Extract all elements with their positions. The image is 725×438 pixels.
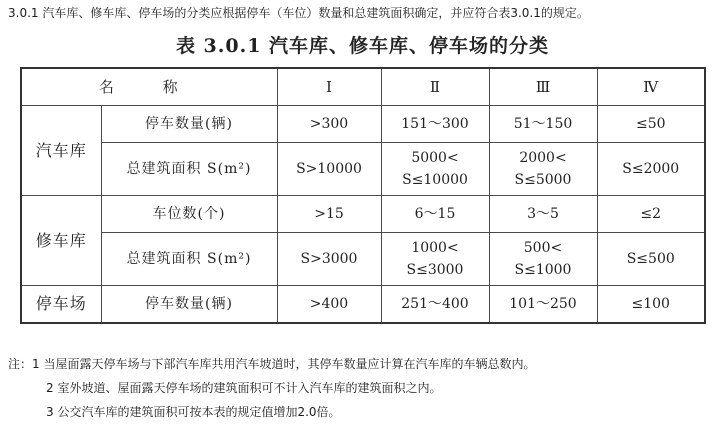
table-cell [381, 233, 489, 286]
cell-line: 2000< [519, 150, 567, 166]
table-header-row [21, 68, 705, 106]
note-1: 注：1 当屋面露天停车场与下部汽车库共用汽车坡道时，其停车数量应计算在汽车库的车辆总数内。 [8, 357, 536, 371]
table-cell [489, 143, 597, 196]
header-class-3: Ⅲ [489, 68, 597, 106]
group-garage: 汽车库 [21, 106, 101, 196]
classification-table [20, 67, 706, 324]
note-2: 2 室外坡道、屋面露天停车场的建筑面积可不计入汽车库的建筑面积之内。 [46, 381, 442, 395]
header-class-4: Ⅳ [597, 68, 705, 106]
row-label: 总建筑面积 S(m²) [101, 143, 277, 196]
table-cell: S≤2000 [597, 143, 705, 196]
cell-line: 5000< [411, 150, 459, 166]
table-cell: S>10000 [277, 143, 381, 196]
notes [8, 352, 535, 424]
cell-line: S≤10000 [402, 172, 468, 188]
cell-line: 1000< [411, 240, 459, 256]
table-row [21, 196, 705, 233]
table-row [21, 143, 705, 196]
table-cell: 251～400 [381, 286, 489, 324]
table-cell: 3～5 [489, 196, 597, 233]
row-label: 停车数量(辆) [101, 286, 277, 324]
table-cell: 6～15 [381, 196, 489, 233]
cell-line: S≤3000 [406, 262, 464, 278]
table-cell: >15 [277, 196, 381, 233]
table-cell: 101～250 [489, 286, 597, 324]
row-label: 停车数量(辆) [101, 106, 277, 143]
table-cell: ≤2 [597, 196, 705, 233]
row-label: 总建筑面积 S(m²) [101, 233, 277, 286]
table-cell: ≤100 [597, 286, 705, 324]
table-cell: >400 [277, 286, 381, 324]
intro-text: 3.0.1 汽车库、修车库、停车场的分类应根据停车（车位）数量和总建筑面积确定，并应符合表3.0.1的规定。 [8, 6, 589, 20]
table-cell: S>3000 [277, 233, 381, 286]
cell-line: S≤1000 [514, 262, 572, 278]
note-3: 3 公交汽车库的建筑面积可按本表的规定值增加2.0倍。 [46, 405, 341, 419]
table-cell: 51～150 [489, 106, 597, 143]
row-label: 车位数(个) [101, 196, 277, 233]
table-cell: S≤500 [597, 233, 705, 286]
group-repair: 修车库 [21, 196, 101, 286]
table-cell: >300 [277, 106, 381, 143]
table-row [21, 233, 705, 286]
cell-line: 500< [523, 240, 563, 256]
table-row [21, 106, 705, 143]
table-row [21, 286, 705, 324]
table-cell: 151～300 [381, 106, 489, 143]
header-name: 名 称 [21, 68, 277, 106]
header-class-1: Ⅰ [277, 68, 381, 106]
table-cell [381, 143, 489, 196]
table-cell: ≤50 [597, 106, 705, 143]
table-caption: 表 3.0.1 汽车库、修车库、停车场的分类 [175, 35, 550, 57]
table-cell [489, 233, 597, 286]
header-class-2: Ⅱ [381, 68, 489, 106]
cell-line: S≤5000 [514, 172, 572, 188]
group-parking: 停车场 [21, 286, 101, 324]
